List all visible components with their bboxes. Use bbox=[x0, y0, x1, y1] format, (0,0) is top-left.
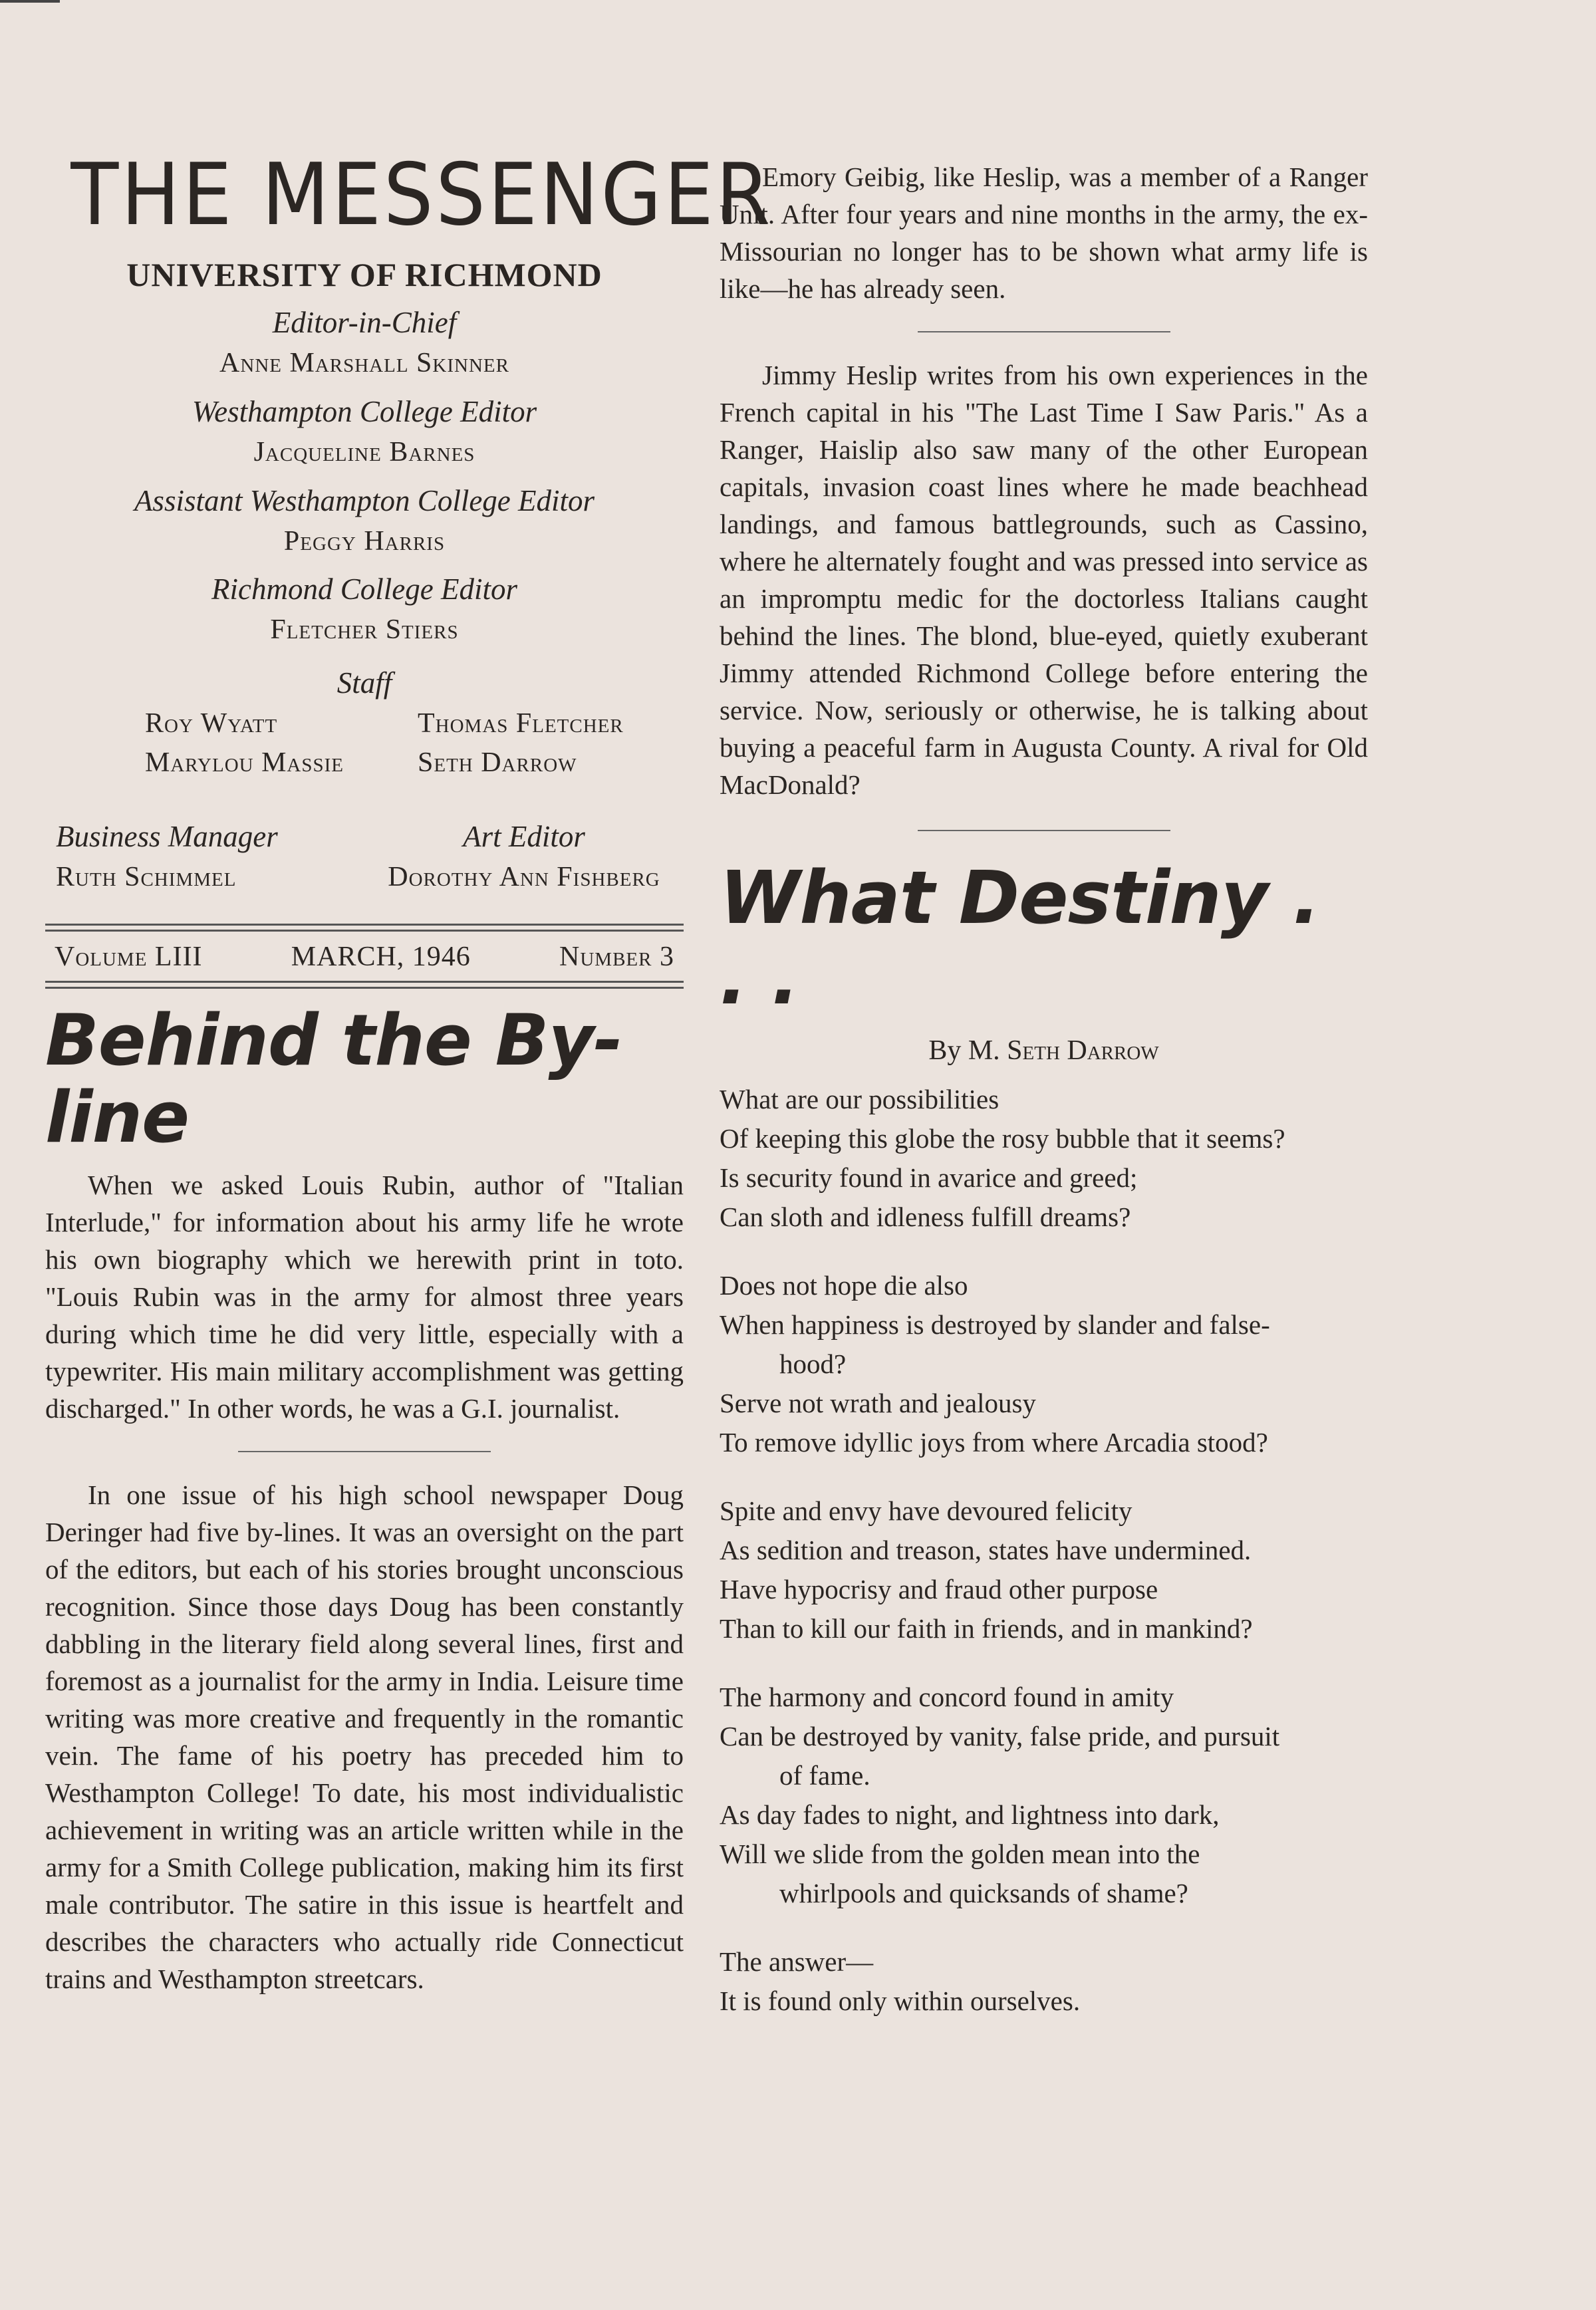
poem-line: As sedition and treason, states have undermined. bbox=[720, 1535, 1252, 1565]
poem-line: Can be destroyed by vanity, false pride, and pursuit bbox=[720, 1721, 1280, 1751]
poem-stanza bbox=[720, 1678, 1368, 1913]
article-paragraph: When we asked Louis Rubin, author of "Italian Interlude," for information about his army life he wrote his own biography which we herewith print in toto. "Louis Rubin was in the army for almost three years during which time he did very little, especially with a typewriter. His main military accomplishment was getting discharged." In other words, he was a G.I. journalist. bbox=[45, 1169, 684, 1424]
poem-line: Of keeping this globe the rosy bubble that it seems? bbox=[720, 1123, 1285, 1154]
scan-edge-mark bbox=[0, 0, 60, 3]
poem-stanza bbox=[720, 1080, 1368, 1237]
issue-block bbox=[45, 924, 684, 989]
masthead bbox=[45, 146, 773, 897]
section-divider bbox=[918, 830, 1170, 831]
business-manager bbox=[45, 808, 364, 897]
credit-role: Editor-in-Chief bbox=[272, 306, 457, 339]
credit-name: Jacqueline Barnes bbox=[253, 436, 475, 467]
byline-author: M. Seth Darrow bbox=[968, 1035, 1159, 1066]
poem-stanza bbox=[720, 1942, 1368, 2021]
poem-line: It is found only within ourselves. bbox=[720, 1986, 1081, 2016]
credit-name: Dorothy Ann Fishberg bbox=[388, 861, 660, 892]
poem-line: Serve not wrath and jealousy bbox=[720, 1388, 1036, 1418]
issue-info-bar bbox=[45, 932, 684, 981]
credit-role: Assistant Westhampton College Editor bbox=[134, 483, 595, 517]
credit-name: Anne Marshall Skinner bbox=[219, 348, 509, 378]
staff-member: Thomas Fletcher bbox=[418, 708, 624, 739]
poem-stanza bbox=[720, 1491, 1368, 1648]
poem-line: The answer— bbox=[720, 1946, 874, 1977]
byline-article-title: Behind the By-line bbox=[45, 999, 622, 1159]
credit-role: Westhampton College Editor bbox=[192, 394, 537, 428]
credit-assistant-westhampton-editor bbox=[45, 480, 684, 561]
credit-name: Fletcher Stiers bbox=[270, 614, 459, 646]
poem-line: Will we slide from the golden mean into the bbox=[720, 1839, 1200, 1869]
issue-number: Number 3 bbox=[559, 941, 674, 972]
credit-name: Ruth Schimmel bbox=[56, 861, 237, 892]
art-editor bbox=[364, 808, 684, 897]
poem-line: Have hypocrisy and fraud other purpose bbox=[720, 1574, 1158, 1604]
poem-line-continuation: hood? bbox=[779, 1348, 847, 1379]
staff-member: Seth Darrow bbox=[418, 747, 577, 778]
poem-line: To remove idyllic joys from where Arcadia stood? bbox=[720, 1427, 1268, 1458]
volume-label: Volume LIII bbox=[55, 941, 203, 972]
poem-line: Than to kill our faith in friends, and in mankind? bbox=[720, 1613, 1253, 1644]
poem-body bbox=[720, 1080, 1368, 2021]
article-paragraph: In one issue of his high school newspaper Doug Deringer had five by-lines. It was an oversight on the part of the editors, but each of his stories brought unconscious recognition. Since those days Doug has been constantly dabbling in the literary field along several lines, first and foremost as a journalist for the army in India. Leisure time writing was more creative and frequently in the romantic vein. The fame of his poetry has preceded him to Westhampton College! To date, his most individualistic achievement in writing was an article written while in the army for a Smith College publication, making him its first male contributor. The satire in this issue is heartfelt and describes the characters who actually ride Connecticut trains and Westhampton streetcars. bbox=[45, 1479, 684, 1994]
credit-name: Peggy Harris bbox=[283, 525, 446, 557]
poem-line: Spite and envy have devoured felicity bbox=[720, 1495, 1132, 1526]
poem-line: Can sloth and idleness fulfill dreams? bbox=[720, 1202, 1131, 1232]
poem-line-continuation: of fame. bbox=[779, 1760, 870, 1791]
section-divider bbox=[238, 1451, 491, 1452]
article-paragraph: Emory Geibig, like Heslip, was a member of a Ranger Unit. After four years and nine months in the army, the ex-Missourian no longer has to be shown what army life is like—he has already seen. bbox=[720, 162, 1368, 304]
credit-role: Art Editor bbox=[463, 819, 585, 853]
masthead-title: THE MESSENGER bbox=[70, 146, 773, 245]
section-divider bbox=[918, 331, 1170, 332]
byline-article-body bbox=[45, 1166, 684, 1997]
credit-westhampton-editor bbox=[45, 391, 684, 472]
staff-member: Marylou Massie bbox=[145, 747, 344, 778]
poem-byline bbox=[720, 1035, 1368, 1067]
poem-line: As day fades to night, and lightness into dark, bbox=[720, 1799, 1220, 1830]
double-rule-bottom bbox=[45, 981, 684, 989]
poem-line: When happiness is destroyed by slander and false- bbox=[720, 1309, 1270, 1340]
business-and-art bbox=[45, 808, 684, 897]
masthead-subtitle: UNIVERSITY OF RICHMOND bbox=[126, 256, 602, 293]
poem-line-continuation: whirlpools and quicksands of shame? bbox=[779, 1878, 1188, 1908]
right-column bbox=[720, 158, 1368, 2050]
poem-line: The harmony and concord found in amity bbox=[720, 1682, 1174, 1712]
credit-role: Business Manager bbox=[56, 819, 278, 853]
staff-list bbox=[59, 704, 670, 783]
double-rule-top bbox=[45, 924, 684, 932]
poem-stanza bbox=[720, 1266, 1368, 1462]
article-paragraph: Jimmy Heslip writes from his own experiences in the French capital in his "The Last Time I Saw Paris." As a Ranger, Haislip also saw many of the other European capitals, invasion coast lines where he made beachhead landings, and famous battlegrounds, such as Cassino, where he alternately fought and was pressed into service as an impromptu medic for the doctorless Italians caught behind the lines. The blond, blue-eyed, quietly exuberant Jimmy attended Richmond College before entering the service. Now, seriously or otherwise, he is talking about buying a peaceful farm in Augusta County. A rival for Old MacDonald? bbox=[720, 360, 1368, 800]
left-column bbox=[45, 146, 773, 1997]
credit-role: Richmond College Editor bbox=[211, 573, 517, 606]
issue-date: MARCH, 1946 bbox=[291, 941, 471, 972]
poem-title: What Destiny . . . bbox=[720, 855, 1320, 1021]
poem-line: Does not hope die also bbox=[720, 1270, 968, 1301]
poem-line: Is security found in avarice and greed; bbox=[720, 1162, 1138, 1193]
poem-line: What are our possibilities bbox=[720, 1084, 999, 1114]
credit-editor-in-chief bbox=[45, 302, 684, 383]
staff-heading: Staff bbox=[336, 666, 392, 700]
byline-prefix: By bbox=[928, 1035, 962, 1066]
staff-member: Roy Wyatt bbox=[145, 708, 278, 739]
credit-richmond-editor bbox=[45, 569, 684, 650]
